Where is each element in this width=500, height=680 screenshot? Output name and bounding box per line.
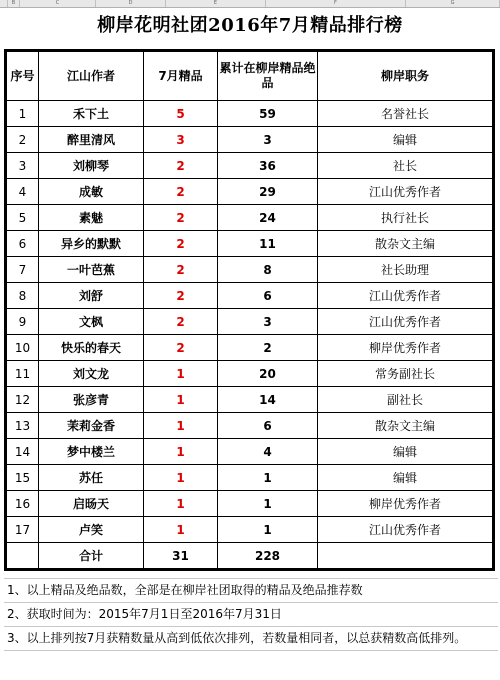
cell-july-count[interactable]: 2 xyxy=(144,309,218,335)
cell-seq[interactable]: 17 xyxy=(6,517,39,543)
column-header[interactable]: F xyxy=(266,0,406,7)
cell-author[interactable]: 苏任 xyxy=(39,465,144,491)
cell-author[interactable]: 刘舒 xyxy=(39,283,144,309)
summary-row xyxy=(6,543,494,570)
table-row xyxy=(6,179,494,205)
cell-blank[interactable] xyxy=(6,543,39,570)
cell-author[interactable]: 茉莉金香 xyxy=(39,413,144,439)
cell-seq[interactable]: 15 xyxy=(6,465,39,491)
cell-blank[interactable] xyxy=(318,543,494,570)
cell-role[interactable]: 副社长 xyxy=(318,387,494,413)
table-row xyxy=(6,413,494,439)
table-row xyxy=(6,465,494,491)
cell-seq[interactable]: 1 xyxy=(6,101,39,127)
cell-total-count[interactable]: 3 xyxy=(218,127,318,153)
cell-total-count[interactable]: 59 xyxy=(218,101,318,127)
cell-total-count[interactable]: 36 xyxy=(218,153,318,179)
header-role[interactable]: 柳岸职务 xyxy=(318,51,494,101)
cell-july-count[interactable]: 2 xyxy=(144,231,218,257)
cell-author[interactable]: 素魅 xyxy=(39,205,144,231)
cell-july-count[interactable]: 2 xyxy=(144,257,218,283)
cell-total-count[interactable]: 11 xyxy=(218,231,318,257)
column-header[interactable]: E xyxy=(166,0,266,7)
table-row xyxy=(6,283,494,309)
summary-label[interactable]: 合计 xyxy=(39,543,144,570)
table-row xyxy=(6,491,494,517)
cell-author[interactable]: 一叶芭蕉 xyxy=(39,257,144,283)
header-seq[interactable]: 序号 xyxy=(6,51,39,101)
cell-july-count[interactable]: 1 xyxy=(144,387,218,413)
column-header[interactable]: G xyxy=(406,0,500,7)
cell-role[interactable]: 常务副社长 xyxy=(318,361,494,387)
cell-role[interactable]: 编辑 xyxy=(318,465,494,491)
cell-seq[interactable]: 14 xyxy=(6,439,39,465)
cell-author[interactable]: 刘柳琴 xyxy=(39,153,144,179)
cell-role[interactable]: 江山优秀作者 xyxy=(318,179,494,205)
cell-role[interactable]: 社长 xyxy=(318,153,494,179)
column-header[interactable] xyxy=(0,0,8,7)
cell-seq[interactable]: 4 xyxy=(6,179,39,205)
table-row xyxy=(6,127,494,153)
cell-author[interactable]: 刘文龙 xyxy=(39,361,144,387)
cell-seq[interactable]: 10 xyxy=(6,335,39,361)
cell-role[interactable]: 散杂文主编 xyxy=(318,231,494,257)
cell-total-count[interactable]: 8 xyxy=(218,257,318,283)
cell-role[interactable]: 社长助理 xyxy=(318,257,494,283)
summary-total-count[interactable]: 228 xyxy=(218,543,318,570)
footnotes xyxy=(4,578,498,651)
cell-seq[interactable]: 7 xyxy=(6,257,39,283)
cell-role[interactable]: 柳岸优秀作者 xyxy=(318,491,494,517)
cell-author[interactable]: 禾下土 xyxy=(39,101,144,127)
table-row xyxy=(6,309,494,335)
cell-july-count[interactable]: 2 xyxy=(144,283,218,309)
table-row xyxy=(6,101,494,127)
cell-july-count[interactable]: 1 xyxy=(144,517,218,543)
worksheet xyxy=(0,8,500,680)
cell-role[interactable]: 执行社长 xyxy=(318,205,494,231)
cell-july-count[interactable]: 1 xyxy=(144,465,218,491)
cell-total-count[interactable]: 1 xyxy=(218,517,318,543)
cell-total-count[interactable]: 1 xyxy=(218,491,318,517)
cell-july-count[interactable]: 2 xyxy=(144,179,218,205)
cell-role[interactable]: 江山优秀作者 xyxy=(318,309,494,335)
table-row xyxy=(6,257,494,283)
table-row xyxy=(6,439,494,465)
cell-july-count[interactable]: 1 xyxy=(144,361,218,387)
cell-seq[interactable]: 12 xyxy=(6,387,39,413)
cell-seq[interactable]: 5 xyxy=(6,205,39,231)
cell-seq[interactable]: 9 xyxy=(6,309,39,335)
cell-author[interactable]: 成敏 xyxy=(39,179,144,205)
cell-seq[interactable]: 2 xyxy=(6,127,39,153)
cell-total-count[interactable]: 6 xyxy=(218,283,318,309)
footnote: 1、以上精品及绝品数，全部是在柳岸社团取得的精品及绝品推荐数 xyxy=(4,578,498,603)
cell-role[interactable]: 散杂文主编 xyxy=(318,413,494,439)
table-row xyxy=(6,361,494,387)
cell-author[interactable]: 快乐的春天 xyxy=(39,335,144,361)
cell-role[interactable]: 江山优秀作者 xyxy=(318,283,494,309)
cell-july-count[interactable]: 2 xyxy=(144,153,218,179)
cell-role[interactable]: 名誉社长 xyxy=(318,101,494,127)
table-row xyxy=(6,205,494,231)
cell-role[interactable]: 编辑 xyxy=(318,127,494,153)
cell-total-count[interactable]: 1 xyxy=(218,465,318,491)
header-july[interactable]: 7月精品 xyxy=(144,51,218,101)
page-title: 柳岸花明社团2016年7月精品排行榜 xyxy=(97,15,403,36)
footnote: 3、以上排列按7月获精数量从高到低依次排列，若数量相同者，以总获精数高低排列。 xyxy=(4,627,498,651)
cell-july-count[interactable]: 1 xyxy=(144,491,218,517)
cell-role[interactable]: 柳岸优秀作者 xyxy=(318,335,494,361)
cell-author[interactable]: 张彦青 xyxy=(39,387,144,413)
cell-seq[interactable]: 11 xyxy=(6,361,39,387)
cell-july-count[interactable]: 2 xyxy=(144,205,218,231)
table-row xyxy=(6,153,494,179)
cell-total-count[interactable]: 14 xyxy=(218,387,318,413)
cell-author[interactable]: 文枫 xyxy=(39,309,144,335)
cell-july-count[interactable]: 3 xyxy=(144,127,218,153)
header-author[interactable]: 江山作者 xyxy=(39,51,144,101)
cell-seq[interactable]: 13 xyxy=(6,413,39,439)
cell-seq[interactable]: 8 xyxy=(6,283,39,309)
cell-july-count[interactable]: 5 xyxy=(144,101,218,127)
cell-author[interactable]: 卢笑 xyxy=(39,517,144,543)
cell-total-count[interactable]: 3 xyxy=(218,309,318,335)
cell-total-count[interactable]: 24 xyxy=(218,205,318,231)
cell-total-count[interactable]: 2 xyxy=(218,335,318,361)
table-header-row xyxy=(6,51,494,101)
cell-author[interactable]: 启旸天 xyxy=(39,491,144,517)
cell-total-count[interactable]: 4 xyxy=(218,439,318,465)
spreadsheet-column-header xyxy=(0,0,500,8)
cell-total-count[interactable]: 20 xyxy=(218,361,318,387)
cell-seq[interactable]: 6 xyxy=(6,231,39,257)
column-header[interactable]: C xyxy=(20,0,96,7)
cell-seq[interactable]: 3 xyxy=(6,153,39,179)
table-row xyxy=(6,335,494,361)
cell-total-count[interactable]: 29 xyxy=(218,179,318,205)
table-body xyxy=(6,101,494,570)
cell-seq[interactable]: 16 xyxy=(6,491,39,517)
cell-role[interactable]: 编辑 xyxy=(318,439,494,465)
table-row xyxy=(6,517,494,543)
cell-july-count[interactable]: 2 xyxy=(144,335,218,361)
column-header[interactable]: B xyxy=(8,0,20,7)
column-header[interactable]: D xyxy=(96,0,166,7)
table-row xyxy=(6,231,494,257)
header-total[interactable]: 累计在柳岸精品绝品 xyxy=(218,51,318,101)
cell-july-count[interactable]: 1 xyxy=(144,413,218,439)
cell-total-count[interactable]: 6 xyxy=(218,413,318,439)
cell-july-count[interactable]: 1 xyxy=(144,439,218,465)
table-row xyxy=(6,387,494,413)
cell-author[interactable]: 醉里清风 xyxy=(39,127,144,153)
cell-author[interactable]: 梦中楼兰 xyxy=(39,439,144,465)
ranking-table xyxy=(4,49,495,571)
cell-author[interactable]: 异乡的默默 xyxy=(39,231,144,257)
summary-july-count[interactable]: 31 xyxy=(144,543,218,570)
cell-role[interactable]: 江山优秀作者 xyxy=(318,517,494,543)
footnote: 2、获取时间为：2015年7月1日至2016年7月31日 xyxy=(4,603,498,627)
